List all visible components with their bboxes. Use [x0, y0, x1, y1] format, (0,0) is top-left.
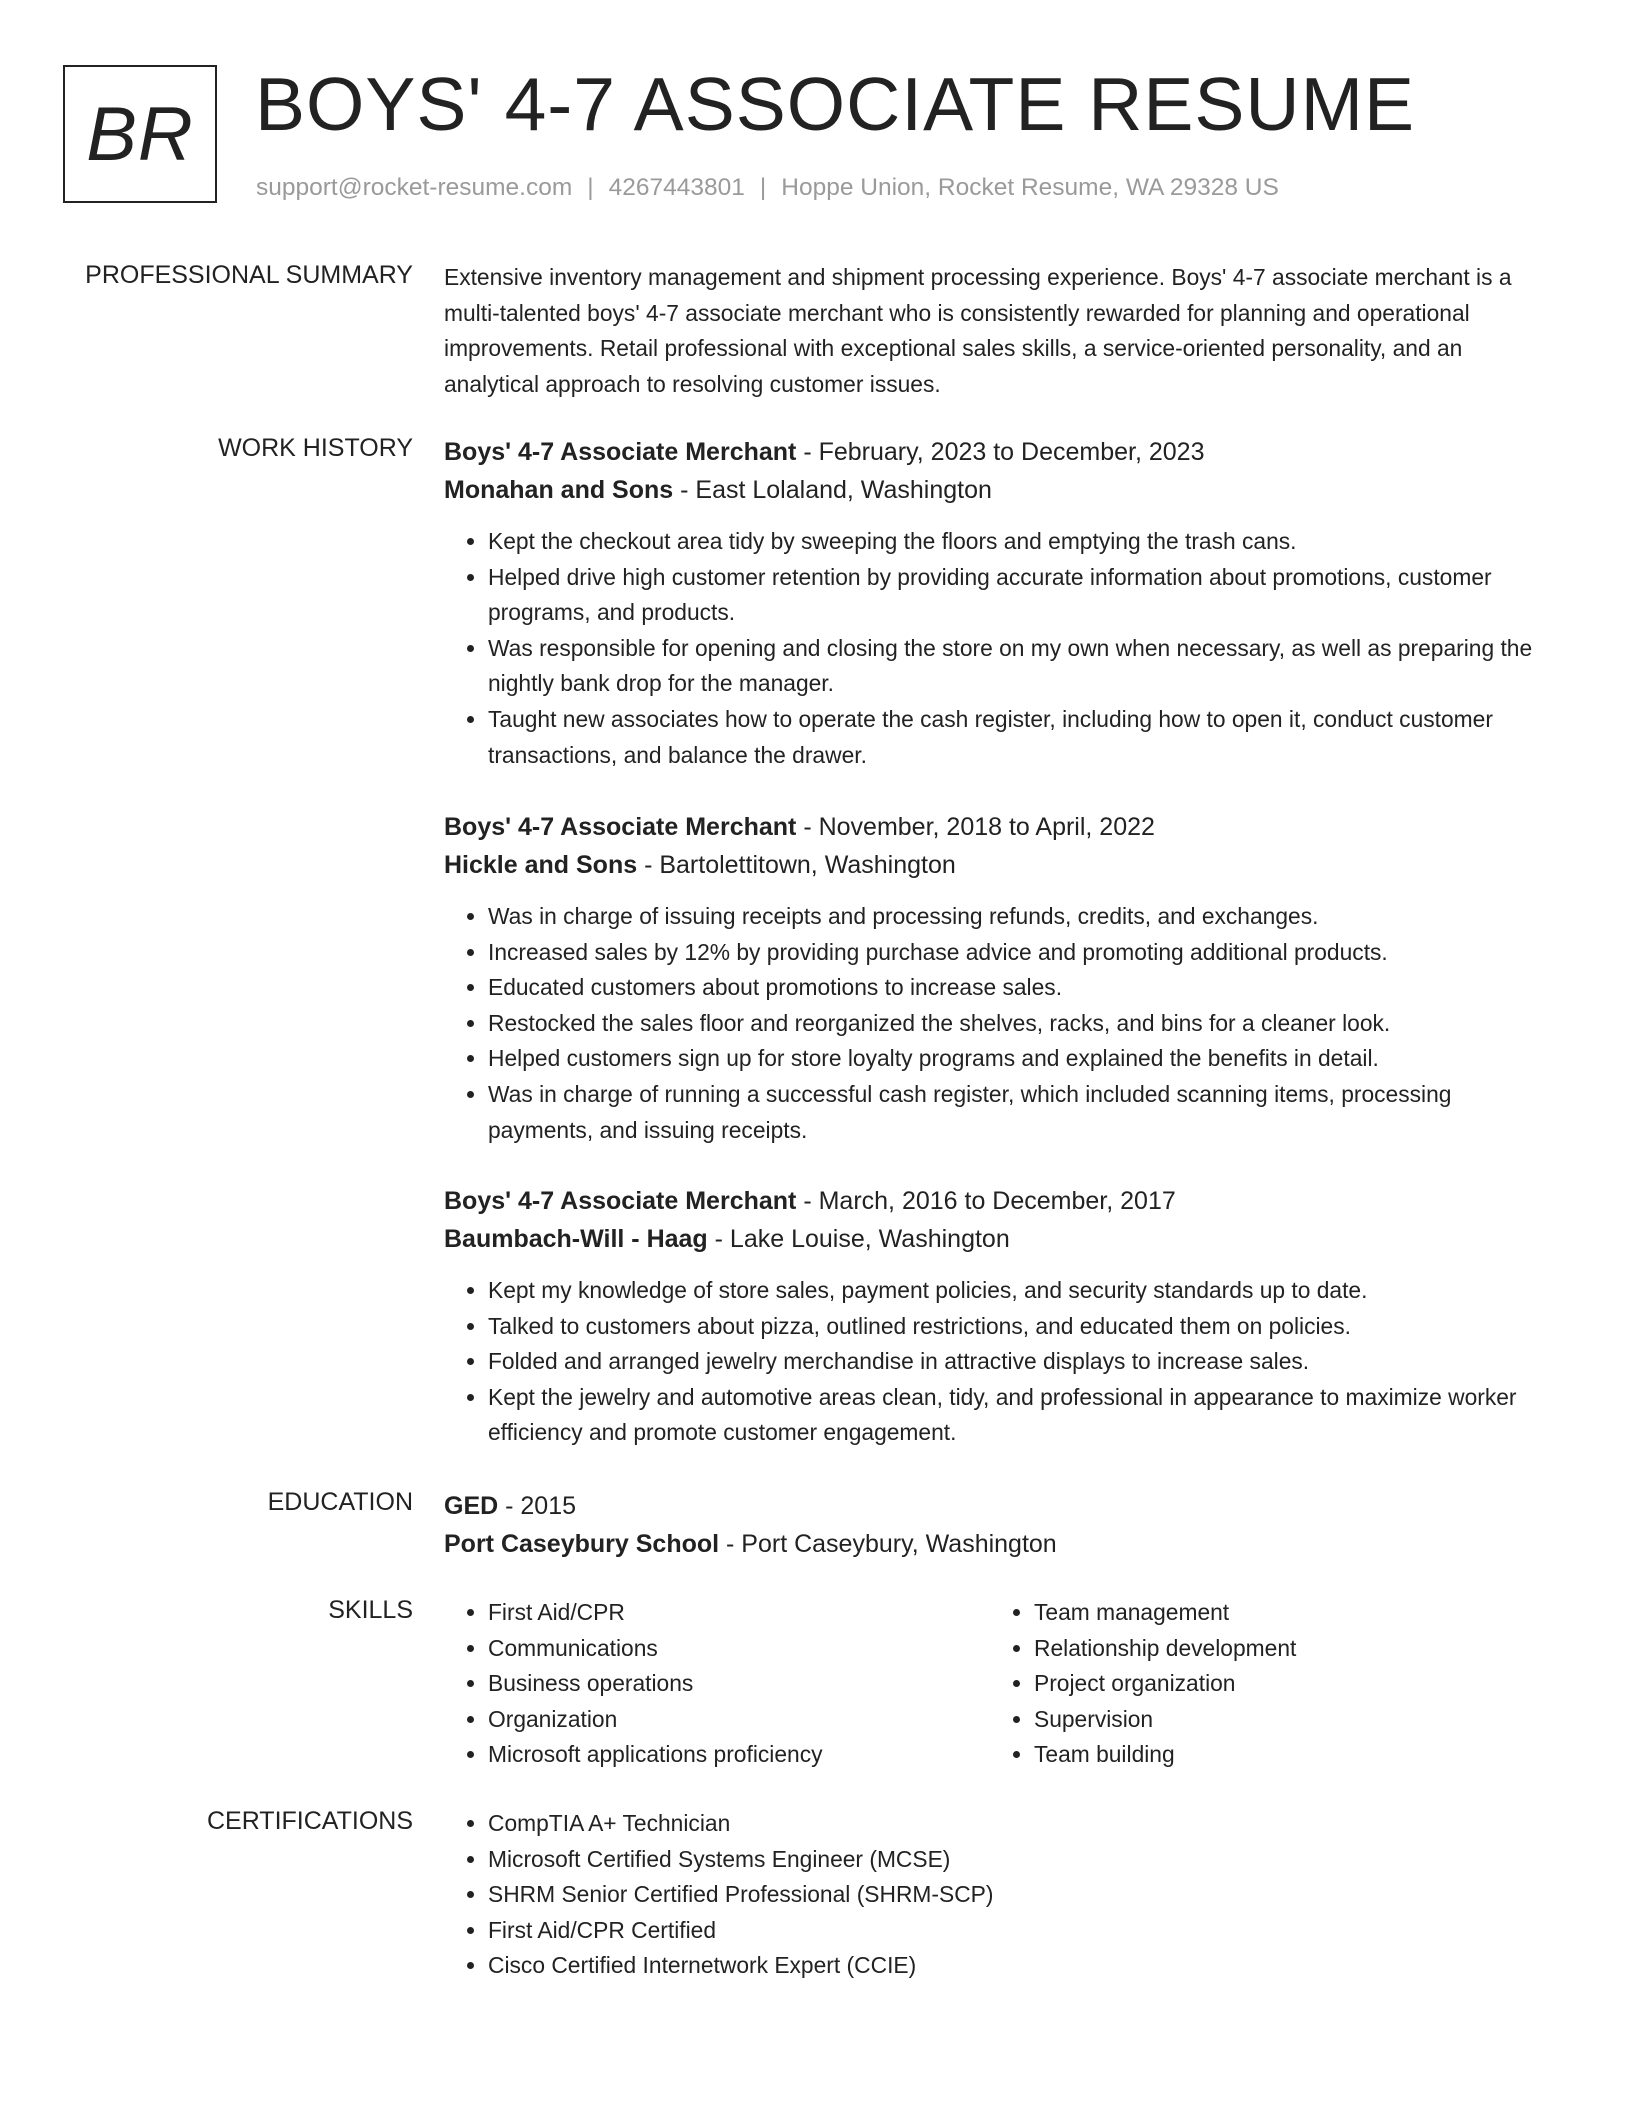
job-location: - East Lolaland, Washington	[673, 476, 992, 504]
job-bullets	[444, 524, 1554, 773]
job-entry	[444, 808, 1554, 1148]
list-item: • Restocked the sales floor and reorganized the shelves, racks, and bins for a cleaner look.	[488, 1006, 1554, 1042]
list-item: • Cisco Certified Internetwork Expert (CCIE)	[488, 1948, 1554, 1984]
job-role: Boys' 4-7 Associate Merchant	[444, 1187, 797, 1215]
job-bullets	[444, 899, 1554, 1148]
list-item: • SHRM Senior Certified Professional (SHRM-SCP)	[488, 1877, 1554, 1913]
skills-list-right	[990, 1595, 1534, 1773]
list-item: • Helped drive high customer retention by providing accurate information about promotions, customer programs, and products.	[488, 560, 1554, 631]
address: Hoppe Union, Rocket Resume, WA 29328 US	[781, 174, 1279, 201]
list-item: • Educated customers about promotions to increase sales.	[488, 970, 1554, 1006]
job-role: Boys' 4-7 Associate Merchant	[444, 438, 797, 466]
list-item: • First Aid/CPR Certified	[488, 1913, 1554, 1949]
list-item: • Communications	[488, 1631, 988, 1667]
phone: 4267443801	[608, 174, 745, 201]
job-entry	[444, 433, 1554, 773]
job-dates: - March, 2016 to December, 2017	[796, 1187, 1176, 1215]
skills-list-left	[444, 1595, 988, 1773]
section-title: EDUCATION	[267, 1488, 413, 1516]
list-item: • First Aid/CPR	[488, 1595, 988, 1631]
section-title: CERTIFICATIONS	[206, 1807, 413, 1835]
job-company: Monahan and Sons	[444, 476, 674, 504]
resume-title: BOYS' 4-7 ASSOCIATE RESUME	[255, 62, 1416, 146]
section-title: SKILLS	[328, 1596, 413, 1624]
list-item: • Microsoft Certified Systems Engineer (MCSE)	[488, 1842, 1554, 1878]
list-item: • Team management	[1034, 1595, 1534, 1631]
job-location: - Lake Louise, Washington	[707, 1225, 1010, 1253]
certifications-list	[444, 1806, 1554, 1984]
list-item: • Taught new associates how to operate the cash register, including how to open it, conduct customer transactions, and balance the drawer.	[488, 702, 1554, 773]
contact-line	[256, 174, 1279, 202]
list-item: • Microsoft applications proficiency	[488, 1737, 988, 1773]
list-item: • Business operations	[488, 1666, 988, 1702]
list-item: • Kept the checkout area tidy by sweeping the floors and emptying the trash cans.	[488, 524, 1554, 560]
email: support@rocket-resume.com	[256, 174, 573, 201]
list-item: • Kept the jewelry and automotive areas clean, tidy, and professional in appearance to maximize worker efficiency and promote customer engagement.	[488, 1380, 1554, 1451]
list-item: • Increased sales by 12% by providing purchase advice and promoting additional products.	[488, 935, 1554, 971]
list-item: • Talked to customers about pizza, outlined restrictions, and educated them on policies.	[488, 1309, 1554, 1345]
list-item: • Project organization	[1034, 1666, 1534, 1702]
section-title: WORK HISTORY	[218, 434, 413, 462]
separator: |	[759, 174, 767, 201]
job-dates: - November, 2018 to April, 2022	[796, 813, 1155, 841]
list-item: • Helped customers sign up for store loyalty programs and explained the benefits in detail.	[488, 1041, 1554, 1077]
list-item: • CompTIA A+ Technician	[488, 1806, 1554, 1842]
job-role: Boys' 4-7 Associate Merchant	[444, 813, 797, 841]
list-item: • Was in charge of issuing receipts and processing refunds, credits, and exchanges.	[488, 899, 1554, 935]
job-dates: - February, 2023 to December, 2023	[796, 438, 1205, 466]
job-company: Hickle and Sons	[444, 851, 638, 879]
list-item: • Organization	[488, 1702, 988, 1738]
list-item: • Folded and arranged jewelry merchandise in attractive displays to increase sales.	[488, 1344, 1554, 1380]
list-item: • Was in charge of running a successful cash register, which included scanning items, processing payments, and issuing receipts.	[488, 1077, 1554, 1148]
list-item: • Was responsible for opening and closing the store on my own when necessary, as well as preparing the nightly bank drop for the manager.	[488, 631, 1554, 702]
list-item: • Kept my knowledge of store sales, payment policies, and security standards up to date.	[488, 1273, 1554, 1309]
list-item: • Team building	[1034, 1737, 1534, 1773]
list-item: • Supervision	[1034, 1702, 1534, 1738]
job-company: Baumbach-Will - Haag	[444, 1225, 708, 1253]
degree-year: - 2015	[498, 1492, 577, 1520]
job-location: - Bartolettitown, Washington	[637, 851, 956, 879]
resume-header	[63, 62, 1583, 215]
job-entry	[444, 1182, 1554, 1451]
summary-text: Extensive inventory management and shipment processing experience. Boys' 4-7 associate merchant is a multi-talented boys' 4-7 associate merchant who is consistently rewarded for planning and operational improvements. Retail professional with exceptional sales skills, a service-oriented personality, and an analytical approach to resolving customer issues.	[444, 264, 1512, 397]
school-name: Port Caseybury School	[444, 1530, 720, 1558]
section-title: PROFESSIONAL SUMMARY	[85, 261, 413, 289]
list-item: • Relationship development	[1034, 1631, 1534, 1667]
separator: |	[587, 174, 594, 201]
monogram: BR	[63, 65, 217, 203]
job-bullets	[444, 1273, 1554, 1451]
school-location: - Port Caseybury, Washington	[719, 1530, 1057, 1558]
degree: GED	[444, 1492, 499, 1520]
